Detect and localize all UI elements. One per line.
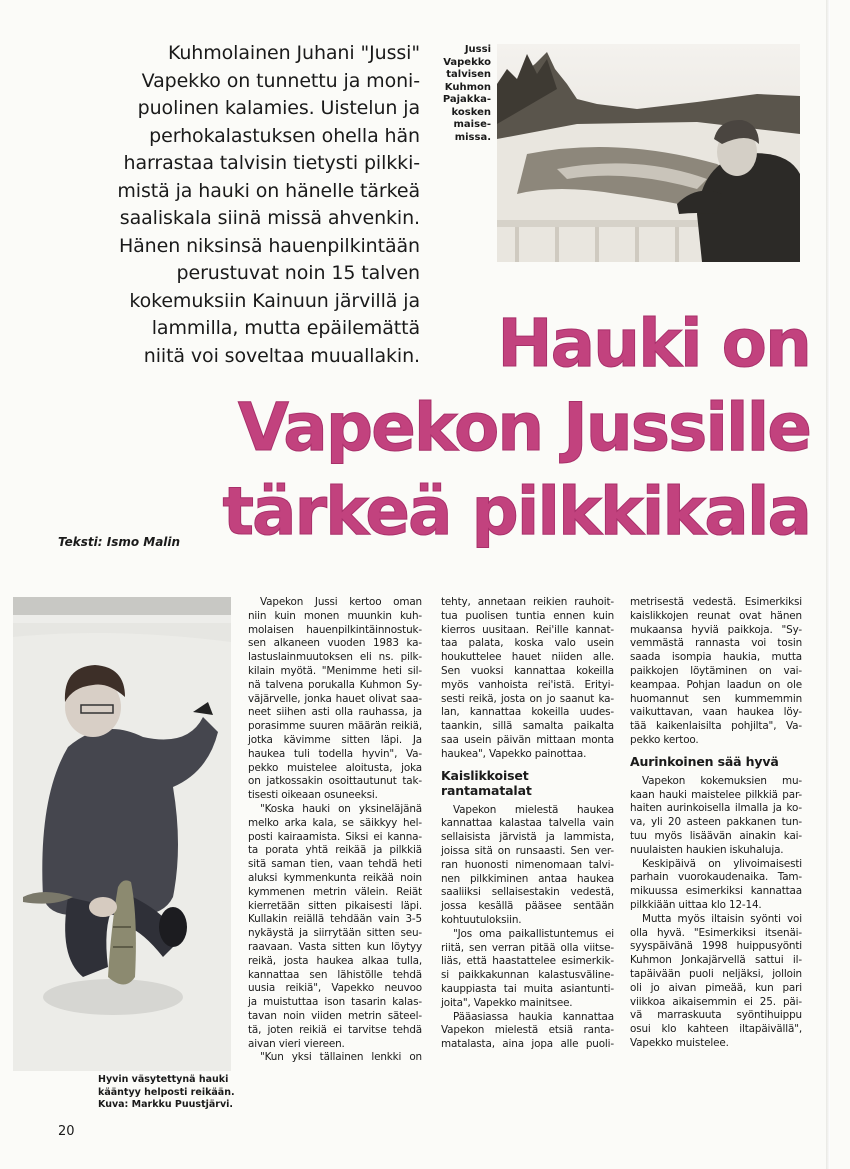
body-line: mikuussa esimerkiksi kannattaa [630, 885, 802, 898]
photo2-caption [98, 1074, 235, 1112]
body-line: kohtuutuloksiin. [441, 913, 522, 926]
body-line: raavaan. Vasta sitten kun löytyy [248, 940, 422, 953]
intro-line: Vapekko on tunnettu ja moni- [141, 69, 420, 92]
intro-line: mistä ja hauki on hänelle tärkeä [117, 179, 420, 202]
body-line: oli jo aivan pimeää, kun pari [630, 981, 802, 994]
body-line: Kullakin reiällä tehdään vain 3-5 [248, 913, 422, 926]
body-line: olla hyvä. "Esimerkiksi itsenäi- [630, 926, 802, 939]
intro-line: perustuvat noin 15 talven [176, 262, 420, 284]
body-line: tua puolisen tuntia ennen kuin [441, 609, 614, 622]
caption-line: talvisen [446, 69, 491, 80]
body-line: kierretään sitten pikaisesti läpi. [248, 899, 422, 912]
body-line: sen alkaneen vuoden 1983 ka- [248, 637, 422, 650]
body-line: joita", Vapekko mainitsee. [441, 996, 573, 1009]
body-line: Vapekko muistelee. [630, 1036, 729, 1049]
body-line: osui klo kahteen iltapäivällä", [630, 1023, 802, 1036]
body-line: ja muistuttaa ison tasarin kalas- [248, 996, 422, 1009]
caption-line: Vapekko [443, 56, 491, 68]
body-line: taa palata, koska valo usein [441, 637, 614, 650]
body-line: ta porata yhtä reikää ja pilkkiä [248, 844, 422, 857]
body-line: parhain vuorokaudenaika. Tam- [630, 871, 802, 884]
body-line: sellaisista järvistä ja lammista, [441, 831, 614, 844]
subheading: rantamatalat [441, 782, 532, 798]
body-line: nuulaisten haukien iskuhaluja. [630, 843, 784, 856]
body-line: liäs, että haastattelee esimerkik- [441, 955, 614, 968]
headline-line: Hauki on [497, 305, 810, 382]
page-edge [826, 0, 830, 1169]
body-line: Vapekon mielestä haukea [453, 803, 614, 816]
body-line: sesti reikä, josta on jo saanut ka- [441, 692, 614, 705]
intro-line: perhokalastuksen ohella hän [149, 124, 420, 147]
intro-line: harrastaa talvisin tietysti pilkki- [123, 152, 420, 174]
headline-line: tärkeä pilkkikala [222, 473, 810, 550]
intro-line: kokemuksiin Kainuun järvillä ja [129, 289, 420, 312]
body-line: väjärvelle, jonka hauet olivat saa- [248, 692, 422, 705]
body-line: pilkkiään uittaa klo 12-14. [630, 898, 762, 911]
byline: Teksti: Ismo Malin [58, 535, 181, 549]
body-line: syyspäivänä 1998 huippusyönti [630, 940, 802, 953]
body-line: "Kun yksi tällainen lenkki on [260, 1051, 422, 1064]
body-line: kaan hauki maistelee pilkkiä par- [630, 788, 802, 801]
body-line: saada isompia haukia, mutta [630, 651, 802, 664]
body-line: ran huonosti nimenomaan talvi- [441, 858, 614, 871]
intro-line: lammilla, mutta epäilemättä [151, 317, 420, 339]
body-line: jossa kesällä pääsee sentään [441, 900, 614, 913]
body-line: vä marraskuuta syöntihuippu [630, 1009, 802, 1022]
body-line: aivan vieri viereen. [248, 1037, 345, 1050]
intro-line: puolinen kalamies. Uistelun ja [137, 97, 420, 119]
body-line: nä talvena porukalla Kuhmon Sy- [248, 678, 422, 691]
body-line: huomannut sen kummemmin [630, 692, 802, 705]
body-line: haukea tuli todella hyvin", Va- [248, 747, 422, 760]
body-line: saa usein päivän mittaan monta [441, 733, 614, 746]
body-line: tapäivään puoli neljäksi, jolloin [630, 967, 802, 980]
body-line: kannattaa sen lähistölle tehdä [248, 968, 422, 981]
caption-line: Pajakka- [442, 94, 491, 105]
body-line: Vapekon Jussi kertoo oman [260, 596, 422, 608]
body-line: Sen vuoksi kannattaa kokeilla [441, 664, 614, 677]
subheading: Kaislikkoiset [441, 767, 529, 783]
article-column-3 [630, 596, 802, 1051]
body-line: tä, joten reikiä ei tarvitse tehdä [248, 1023, 422, 1036]
body-line: lastuslainmuutoksen eli ns. pilk- [248, 651, 422, 664]
body-line: kymmenen metrin välein. Reiät [248, 885, 422, 898]
caption-line: missa. [454, 131, 491, 143]
body-line: jotka kävimme sitten läpi. Ja [248, 733, 422, 746]
body-line: porasimme suuren määrän reikiä, [248, 720, 422, 733]
body-line: kannattaa kalastaa talvella vain [441, 817, 614, 830]
body-line: Keskipäivä on ylivoimaisesti [642, 857, 802, 870]
body-line: tuu myös lisäävän ainakin kai- [630, 829, 802, 842]
body-line: si paikkakunnan kalastusväline- [441, 969, 614, 982]
body-line: matalasta, aina jopa alle puoli- [441, 1038, 614, 1051]
headline-line: Vapekon Jussille [237, 389, 810, 466]
caption-line: Jussi [464, 44, 491, 55]
body-line: reikä, josta haukea alkaa tulla, [248, 954, 422, 967]
body-line: Kuhmon Jonkajärvellä sattui il- [630, 954, 802, 967]
body-line: aluksi kymmenkunta reikää noin [248, 871, 422, 884]
body-line: metrisestä vedestä. Esimerkiksi [630, 596, 802, 608]
body-line: haukea", Vapekko painottaa. [441, 747, 587, 760]
body-line: lan, kannattaa kokeilla uudes- [441, 706, 614, 719]
body-line: myös vanhoista rei'istä. Erityi- [441, 678, 614, 691]
body-line: Pääasiassa haukia kannattaa [453, 1010, 614, 1023]
body-line: haiten aurinkoisella ilmalla ja ko- [630, 802, 802, 815]
article-column-2 [441, 596, 614, 1052]
body-line: kaislikkojen reunat ovat hänen [630, 609, 802, 622]
intro-line: niitä voi soveltaa muuallakin. [143, 344, 420, 367]
body-line: tavan noin viiden metrin säteel- [248, 1009, 422, 1022]
body-line: neet siihen asti olla rauhassa, ja [248, 706, 422, 719]
caption-line: Hyvin väsytettynä hauki [98, 1074, 229, 1085]
body-line: saaliiksi sellaisestakin vedestä, [441, 886, 614, 899]
body-line: nen pilkkiminen antaa haukea [441, 872, 614, 885]
photo-winter-river [497, 44, 800, 262]
body-line: kilain myötä. "Menimme heti sil- [248, 664, 422, 677]
body-line: Mutta myös iltaisin syönti voi [642, 912, 802, 925]
body-line: Vapekon kokemuksien mu- [642, 774, 802, 787]
body-line: joissa sitä on runsaasti. Sen ver- [441, 844, 614, 857]
body-line: Vapekon mielestä etsiä ranta- [441, 1024, 614, 1037]
photo-ice-fishing [13, 597, 231, 1071]
body-line: tisesti oikeaan osuneeksi. [248, 789, 378, 802]
body-line: riitä, sen verran pitää olla viitse- [441, 941, 614, 954]
body-line: melko arka kala, se säikkyy hel- [248, 816, 422, 829]
caption-line: maise- [453, 119, 491, 130]
body-line: viikkoa aikaisemmin ei 25. päi- [630, 995, 802, 1008]
body-line: keampaa. Pohjan laadun on ole [630, 678, 802, 691]
caption-line: kääntyy helposti reikään. [98, 1086, 235, 1098]
body-line: posti kairaamista. Siksi ei kanna- [248, 830, 422, 843]
headline [220, 302, 810, 554]
body-line: niin kuin monen muunkin kuh- [248, 609, 422, 622]
body-line: on jatkossakin osoittautunut tak- [248, 775, 422, 788]
intro-line: Hänen niksinsä hauenpilkintään [118, 234, 420, 257]
photo1-caption [435, 44, 491, 144]
body-line: pekko muistelee aloitusta, joka [248, 761, 422, 774]
page-number: 20 [58, 1124, 75, 1139]
body-line: "Koska hauki on yksineläjänä [260, 802, 422, 815]
body-line: houkuttelee hauet niiden alle. [441, 651, 614, 664]
body-line: mukaansa hyviä paikkoja. "Sy- [630, 623, 802, 636]
caption-line: Kuva: Markku Puustjärvi. [98, 1099, 234, 1110]
caption-line: kosken [451, 106, 491, 118]
body-line: paikkojen löytäminen on vai- [630, 664, 802, 677]
subheading: Aurinkoinen sää hyvä [630, 753, 779, 769]
body-line: nykäystä ja siirrytään sitten seu- [248, 927, 422, 940]
body-line: vemmästä rannasta voi tosin [630, 637, 802, 650]
body-line: sitä saman tien, vaan tehdä heti [248, 858, 422, 871]
body-line: kauppiasta tai muita asiantunti- [441, 982, 614, 995]
caption-line: Kuhmon [444, 81, 491, 93]
body-line: pekko kertoo. [630, 733, 699, 746]
body-line: "Jos oma paikallistuntemus ei [453, 927, 614, 940]
article-column-1 [248, 596, 422, 1065]
body-line: kierros uusitaan. Rei'ille kannat- [441, 623, 614, 636]
intro-line: Kuhmolainen Juhani "Jussi" [167, 42, 420, 64]
body-line: vaikuttavan, vaan haukea löy- [630, 706, 802, 719]
body-line: molaisen hauenpilkintäinnostuk- [248, 623, 422, 636]
intro-line: saaliskala siinä missä ahvenkin. [119, 207, 420, 229]
body-line: taankin, sillä samalta paikalta [441, 720, 614, 733]
body-line: uusia reikiä", Vapekko neuvoo [248, 982, 422, 995]
body-line: tää kaikenlaisilta pohjilta", Va- [630, 720, 802, 733]
body-line: va, yli 20 asteen pakkanen tun- [630, 816, 802, 829]
body-line: tehty, annetaan reikien rauhoit- [441, 596, 614, 608]
